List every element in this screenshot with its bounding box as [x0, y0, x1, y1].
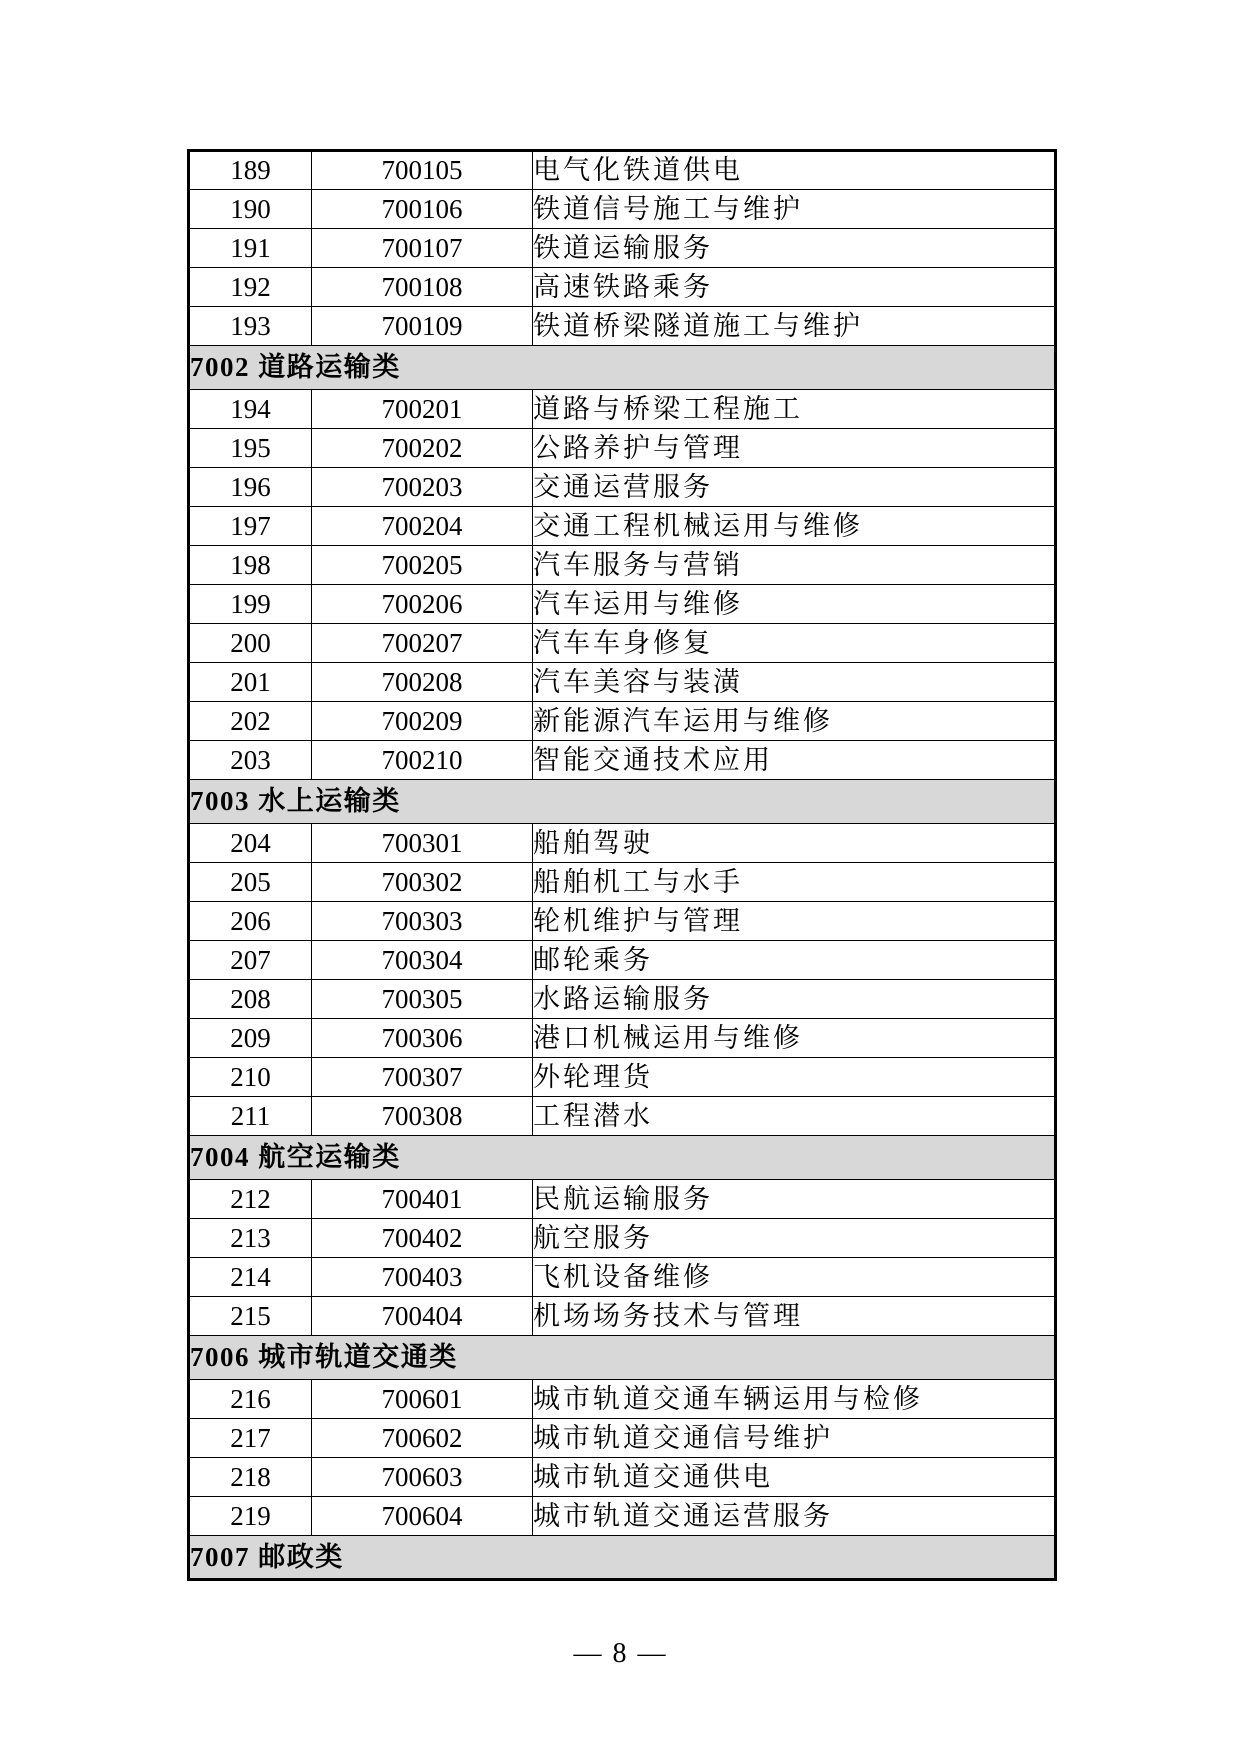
- table-row: [189, 663, 1056, 702]
- table-row: [189, 941, 1056, 980]
- name-cell: 汽车车身修复: [533, 624, 1056, 663]
- name-cell: 城市轨道交通供电: [533, 1458, 1056, 1497]
- name-cell: 飞机设备维修: [533, 1258, 1056, 1297]
- seq-cell: 199: [189, 585, 312, 624]
- code-cell: 700604: [312, 1497, 533, 1536]
- seq-cell: 215: [189, 1297, 312, 1336]
- table-row: [189, 1258, 1056, 1297]
- seq-cell: 206: [189, 902, 312, 941]
- code-cell: 700105: [312, 151, 533, 190]
- code-cell: 700206: [312, 585, 533, 624]
- name-cell: 汽车服务与营销: [533, 546, 1056, 585]
- table-row: [189, 468, 1056, 507]
- code-cell: 700207: [312, 624, 533, 663]
- specialty-code-table: [187, 149, 1057, 1581]
- code-cell: 700305: [312, 980, 533, 1019]
- code-cell: 700302: [312, 863, 533, 902]
- seq-cell: 214: [189, 1258, 312, 1297]
- table-row: [189, 585, 1056, 624]
- section-header-row: [189, 1536, 1056, 1580]
- seq-cell: 203: [189, 741, 312, 780]
- seq-cell: 219: [189, 1497, 312, 1536]
- name-cell: 民航运输服务: [533, 1180, 1056, 1219]
- table-row: [189, 980, 1056, 1019]
- code-cell: 700201: [312, 390, 533, 429]
- table-row: [189, 902, 1056, 941]
- seq-cell: 209: [189, 1019, 312, 1058]
- seq-cell: 213: [189, 1219, 312, 1258]
- code-cell: 700205: [312, 546, 533, 585]
- name-cell: 航空服务: [533, 1219, 1056, 1258]
- seq-cell: 218: [189, 1458, 312, 1497]
- table-row: [189, 702, 1056, 741]
- code-cell: 700202: [312, 429, 533, 468]
- name-cell: 新能源汽车运用与维修: [533, 702, 1056, 741]
- section-header-row: [189, 346, 1056, 390]
- table-row: [189, 1380, 1056, 1419]
- seq-cell: 193: [189, 307, 312, 346]
- table-row: [189, 741, 1056, 780]
- table-row: [189, 824, 1056, 863]
- table-row: [189, 1097, 1056, 1136]
- name-cell: 智能交通技术应用: [533, 741, 1056, 780]
- name-cell: 交通运营服务: [533, 468, 1056, 507]
- name-cell: 城市轨道交通车辆运用与检修: [533, 1380, 1056, 1419]
- name-cell: 城市轨道交通信号维护: [533, 1419, 1056, 1458]
- table-row: [189, 390, 1056, 429]
- seq-cell: 198: [189, 546, 312, 585]
- table-row: [189, 624, 1056, 663]
- seq-cell: 201: [189, 663, 312, 702]
- table-row: [189, 229, 1056, 268]
- table-row: [189, 1219, 1056, 1258]
- seq-cell: 191: [189, 229, 312, 268]
- section-header-label: 7003 水上运输类: [189, 780, 1056, 824]
- name-cell: 汽车美容与装潢: [533, 663, 1056, 702]
- seq-cell: 212: [189, 1180, 312, 1219]
- name-cell: 城市轨道交通运营服务: [533, 1497, 1056, 1536]
- seq-cell: 217: [189, 1419, 312, 1458]
- seq-cell: 208: [189, 980, 312, 1019]
- seq-cell: 194: [189, 390, 312, 429]
- code-cell: 700306: [312, 1019, 533, 1058]
- section-header-label: 7006 城市轨道交通类: [189, 1336, 1056, 1380]
- seq-cell: 204: [189, 824, 312, 863]
- table-row: [189, 429, 1056, 468]
- name-cell: 船舶机工与水手: [533, 863, 1056, 902]
- code-cell: 700601: [312, 1380, 533, 1419]
- name-cell: 机场场务技术与管理: [533, 1297, 1056, 1336]
- code-cell: 700603: [312, 1458, 533, 1497]
- page-number: — 8 —: [573, 1638, 668, 1669]
- section-header-label: 7002 道路运输类: [189, 346, 1056, 390]
- section-header-label: 7004 航空运输类: [189, 1136, 1056, 1180]
- seq-cell: 202: [189, 702, 312, 741]
- name-cell: 外轮理货: [533, 1058, 1056, 1097]
- section-header-row: [189, 1136, 1056, 1180]
- table-row: [189, 546, 1056, 585]
- section-header-label: 7007 邮政类: [189, 1536, 1056, 1580]
- name-cell: 电气化铁道供电: [533, 151, 1056, 190]
- code-cell: 700204: [312, 507, 533, 546]
- code-cell: 700602: [312, 1419, 533, 1458]
- code-cell: 700108: [312, 268, 533, 307]
- name-cell: 交通工程机械运用与维修: [533, 507, 1056, 546]
- code-cell: 700304: [312, 941, 533, 980]
- seq-cell: 192: [189, 268, 312, 307]
- code-cell: 700307: [312, 1058, 533, 1097]
- code-cell: 700208: [312, 663, 533, 702]
- name-cell: 公路养护与管理: [533, 429, 1056, 468]
- table-body: [189, 151, 1056, 1580]
- name-cell: 铁道信号施工与维护: [533, 190, 1056, 229]
- table-row: [189, 863, 1056, 902]
- name-cell: 铁道桥梁隧道施工与维护: [533, 307, 1056, 346]
- name-cell: 轮机维护与管理: [533, 902, 1056, 941]
- seq-cell: 195: [189, 429, 312, 468]
- name-cell: 道路与桥梁工程施工: [533, 390, 1056, 429]
- seq-cell: 216: [189, 1380, 312, 1419]
- seq-cell: 200: [189, 624, 312, 663]
- code-cell: 700106: [312, 190, 533, 229]
- name-cell: 船舶驾驶: [533, 824, 1056, 863]
- seq-cell: 190: [189, 190, 312, 229]
- table-row: [189, 1180, 1056, 1219]
- table-row: [189, 1419, 1056, 1458]
- section-header-row: [189, 780, 1056, 824]
- code-cell: 700107: [312, 229, 533, 268]
- code-cell: 700401: [312, 1180, 533, 1219]
- section-header-row: [189, 1336, 1056, 1380]
- name-cell: 邮轮乘务: [533, 941, 1056, 980]
- seq-cell: 196: [189, 468, 312, 507]
- code-cell: 700308: [312, 1097, 533, 1136]
- code-cell: 700209: [312, 702, 533, 741]
- table-row: [189, 268, 1056, 307]
- table-row: [189, 1019, 1056, 1058]
- table-row: [189, 1297, 1056, 1336]
- table-row: [189, 1058, 1056, 1097]
- seq-cell: 207: [189, 941, 312, 980]
- name-cell: 港口机械运用与维修: [533, 1019, 1056, 1058]
- code-cell: 700203: [312, 468, 533, 507]
- code-cell: 700402: [312, 1219, 533, 1258]
- table-row: [189, 1497, 1056, 1536]
- name-cell: 高速铁路乘务: [533, 268, 1056, 307]
- code-cell: 700303: [312, 902, 533, 941]
- table-row: [189, 507, 1056, 546]
- seq-cell: 189: [189, 151, 312, 190]
- code-cell: 700109: [312, 307, 533, 346]
- table-row: [189, 151, 1056, 190]
- code-cell: 700404: [312, 1297, 533, 1336]
- seq-cell: 197: [189, 507, 312, 546]
- name-cell: 铁道运输服务: [533, 229, 1056, 268]
- code-cell: 700403: [312, 1258, 533, 1297]
- name-cell: 水路运输服务: [533, 980, 1056, 1019]
- seq-cell: 205: [189, 863, 312, 902]
- name-cell: 汽车运用与维修: [533, 585, 1056, 624]
- seq-cell: 210: [189, 1058, 312, 1097]
- table-row: [189, 1458, 1056, 1497]
- code-cell: 700210: [312, 741, 533, 780]
- table-row: [189, 307, 1056, 346]
- code-cell: 700301: [312, 824, 533, 863]
- table-row: [189, 190, 1056, 229]
- name-cell: 工程潜水: [533, 1097, 1056, 1136]
- seq-cell: 211: [189, 1097, 312, 1136]
